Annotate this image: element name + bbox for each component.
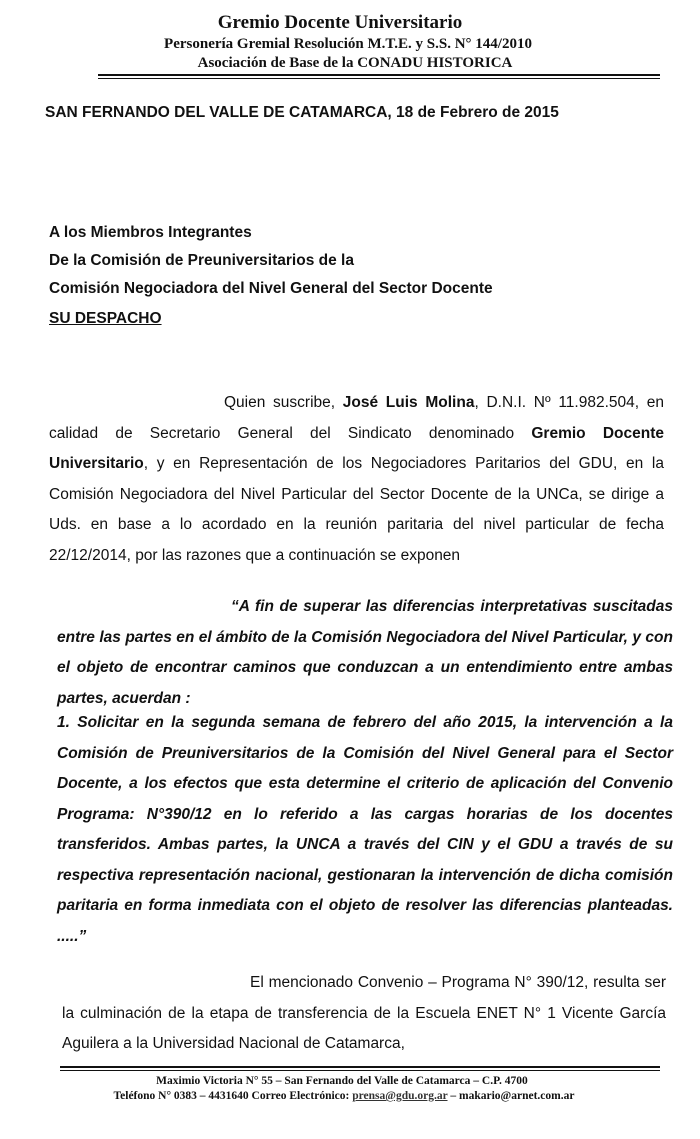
signatory-name: José Luis Molina xyxy=(342,394,475,411)
footer-address: Maximio Victoria N° 55 – San Fernando del Valle de Catamarca – C.P. 4700 xyxy=(156,1075,528,1087)
footer-rule xyxy=(60,1066,660,1068)
quote-item-1: 1. Solicitar en la segunda semana de febrero del año 2015, la intervención a la Comisión de Preuniversitarios de la Comisión del Nivel General para el Sector Docente, a los efectos que esta determine el criterio de aplicación del Convenio Programa: N°390/12 en lo referido a las cargas horarias de los docentes transferidos. Ambas partes, la UNCA a través del CIN y el GDU a través de su respectiva representación nacional, gestionaran la intervención de dicha comisión paritaria en forma inmediata con el objeto de resolver las diferencias planteadas. .....” xyxy=(57,714,673,945)
letterhead-affiliation: Asociación de Base de la CONADU HISTORICA xyxy=(197,55,513,71)
intro-text-1: Quien suscribe, xyxy=(224,394,343,411)
recipient-despacho: SU DESPACHO xyxy=(49,310,162,327)
union-name: Gremio Docente Universitario xyxy=(49,424,664,472)
letterhead-title: Gremio Docente Universitario xyxy=(217,12,463,33)
recipient-line-3: Comisión Negociadora del Nivel General del Sector Docente xyxy=(49,280,493,297)
footer-contact xyxy=(0,1090,694,1102)
header-rule-thin xyxy=(98,78,660,79)
footer-email-prensa[interactable]: prensa@gdu.org.ar xyxy=(352,1090,448,1102)
date-line: SAN FERNANDO DEL VALLE DE CATAMARCA, 18 de Febrero de 2015 xyxy=(45,104,559,121)
paragraph-convenio: El mencionado Convenio – Programa N° 390/12, resulta ser la culminación de la etapa de transferencia de la Escuela ENET N° 1 Vicente García Aguilera a la Universidad Nacional de Catamarca, xyxy=(62,974,666,1052)
footer-separator: – xyxy=(447,1090,460,1102)
paragraph-introduction xyxy=(49,388,664,571)
recipient-line-2: De la Comisión de Preuniversitarios de la xyxy=(49,252,354,269)
header-rule xyxy=(98,74,660,76)
recipient-line-1: A los Miembros Integrantes xyxy=(49,224,252,241)
letterhead-registration: Personería Gremial Resolución M.T.E. y S.S. N° 144/2010 xyxy=(164,36,532,52)
footer-rule-thin xyxy=(60,1070,660,1071)
intro-text-2: , D.N.I. Nº 11.982.504, en calidad de Secretario General del Sindicato denominado xyxy=(49,394,664,442)
footer-email-makario[interactable]: makario@arnet.com.ar xyxy=(459,1090,575,1102)
intro-text-3: , y en Representación de los Negociadores Paritarios del GDU, en la Comisión Negociadora del Nivel Particular del Sector Docente de la UNCa, se dirige a Uds. en base a lo acordado en la reunión paritaria del nivel particular de fecha 22/12/2014, por las razones que a continuación se exponen xyxy=(49,455,664,564)
footer-phone: Teléfono N° 0383 – 4431640 Correo Electrónico: xyxy=(113,1090,353,1102)
quote-intro: “A fin de superar las diferencias interpretativas suscitadas entre las partes en el ámbito de la Comisión Negociadora del Nivel Particular, y con el objeto de encontrar caminos que conduzcan a un entendimiento entre ambas partes, acuerdan : xyxy=(57,598,673,707)
